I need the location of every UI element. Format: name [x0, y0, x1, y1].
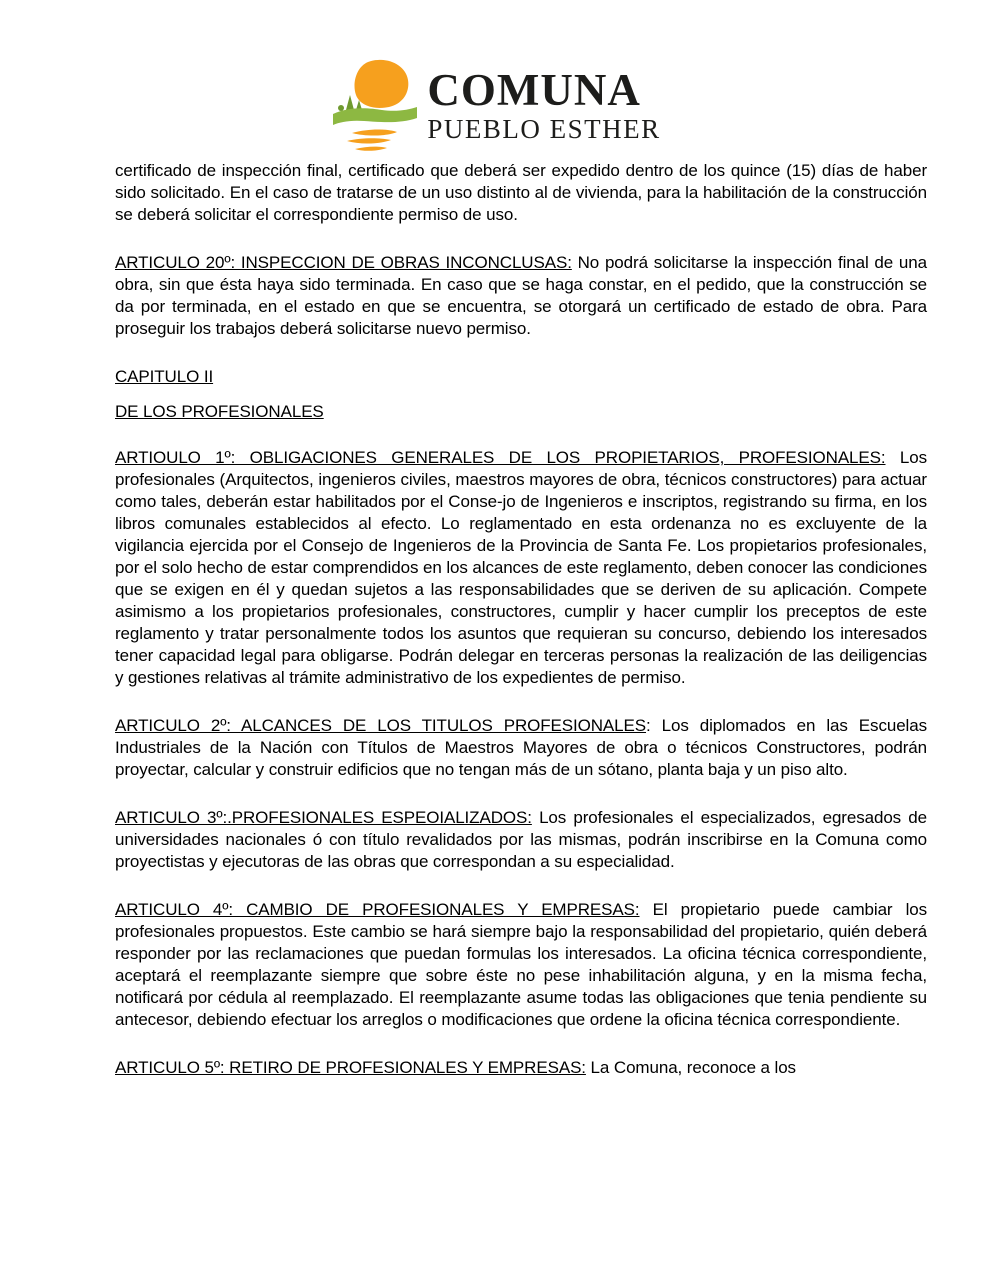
paragraph-articulo-4 — [115, 899, 927, 1031]
paragraph-articulo-5 — [115, 1057, 927, 1079]
paragraph-articulo-20 — [115, 252, 927, 340]
land-icon — [333, 107, 417, 125]
article-body: La Comuna, reconoce a los — [585, 1058, 796, 1077]
article-body: Los profesionales el especializados, egresados de universidades nacionales ó con título revalidados por las mismas, podrán inscribirse en la Comuna como proyectistas y ejecutoras de las obras que correspondan a su especialidad. — [115, 808, 928, 871]
paragraph-articulo-3 — [115, 807, 927, 873]
chapter-title — [115, 366, 927, 388]
document-body — [115, 160, 927, 1105]
paragraph-articulo-2 — [115, 715, 927, 781]
article-body: El propietario puede cambiar los profesionales propuestos. Este cambio se hará siempre bajo la responsabilidad del propietario, quién deberá responder por las reclamaciones que puedan formulas los interesados. La oficina técnica correspondiente, aceptará el reemplazante siempre que sobre éste no pese inhabilitación alguna, y en la misma fecha, notificará por cédula al reemplazado. El reemplazante asume todas las obligaciones que tenia pendiente su antecesor, debiendo efectuar los arreglos o modificaciones que ordene la oficina técnica correspondiente. — [115, 900, 927, 1029]
article-heading: ARTIOULO 1º: OBLIGACIONES GENERALES DE LOS PROPIETARIOS, PROFESIONALES: — [115, 448, 886, 467]
logo-title: COMUNA — [427, 65, 641, 115]
article-heading: ARTICULO 3º:.PROFESIONALES ESPEOIALIZADOS: — [115, 808, 532, 827]
article-body: : Los diplomados en las Escuelas Industriales de la Nación con Títulos de Maestros Mayores de obra o técnicos Constructores, podrán proyectar, calcular y construir edificios que no tengan más de un sótano, planta baja y un piso alto. — [115, 716, 927, 779]
logo-subtitle: PUEBLO ESTHER — [427, 114, 661, 144]
article-heading: ARTICULO 5º: RETIRO DE PROFESIONALES Y EMPRESAS: — [115, 1058, 586, 1077]
article-heading: ARTICULO 20º: INSPECCION DE OBRAS INCONCLUSAS: — [115, 253, 572, 272]
paragraph-articulo-1 — [115, 447, 927, 689]
logo-text — [427, 65, 661, 144]
article-heading: ARTICULO 4º: CAMBIO DE PROFESIONALES Y EMPRESAS: — [115, 900, 640, 919]
chapter-heading: CAPITULO II — [115, 367, 214, 386]
logo — [0, 0, 990, 153]
article-body: No podrá solicitarse la inspección final de una obra, sin que ésta haya sido terminada. En caso que se haga constar, en el pedido, que la construcción se da por terminada, en el estado en que se encuentra, se otorgará un certificado de estado de obra. Para proseguir los trabajos deberá solicitarse nuevo permiso. — [115, 253, 927, 338]
paragraph-continuation — [115, 160, 927, 226]
comuna-emblem-icon — [329, 58, 421, 153]
water-icon — [347, 130, 397, 151]
article-heading: ARTICULO 2º: ALCANCES DE LOS TITULOS PROFESIONALES — [115, 716, 647, 735]
chapter-heading: DE LOS PROFESIONALES — [115, 402, 324, 421]
sun-icon — [355, 60, 409, 108]
article-body: certificado de inspección final, certificado que deberá ser expedido dentro de los quince (15) días de haber sido solicitado. En el caso de tratarse de un uso distinto al de vivienda, para la habilitación de la construcción se deberá solicitar el correspondiente permiso de uso. — [115, 161, 927, 224]
article-body: Los profesionales (Arquitectos, ingenieros civiles, maestros mayores de obra, técnicos constructores) para actuar como tales, deberán estar habilitados por el Conse-jo de Ingenieros e inscriptos, registrando su firma, en los libros comunales establecidos al efecto. Lo reglamentado en esta ordenanza no es excluyente de la vigilancia ejercida por el Consejo de Ingenieros de la Provincia de Santa Fe. Los propietarios profesionales, por el solo hecho de estar comprendidos en los alcances de este reglamento, deben conocer las condiciones que se exigen en él y quedan sujetos a las responsabilidades que se deriven de su aplicación. Compete asimismo a los propietarios profesionales, constructores, cumplir y hacer cumplir los preceptos de este reglamento y tratar personalmente todos los asuntos que requieran su concurso, debiendo los interesados tener capacidad legal para obligarse. Podrán delegar en terceras personas la realización de las deiligencias y gestiones relativas al trámite administrativo de los expedientes de permiso. — [115, 448, 927, 687]
chapter-subtitle — [115, 401, 927, 423]
